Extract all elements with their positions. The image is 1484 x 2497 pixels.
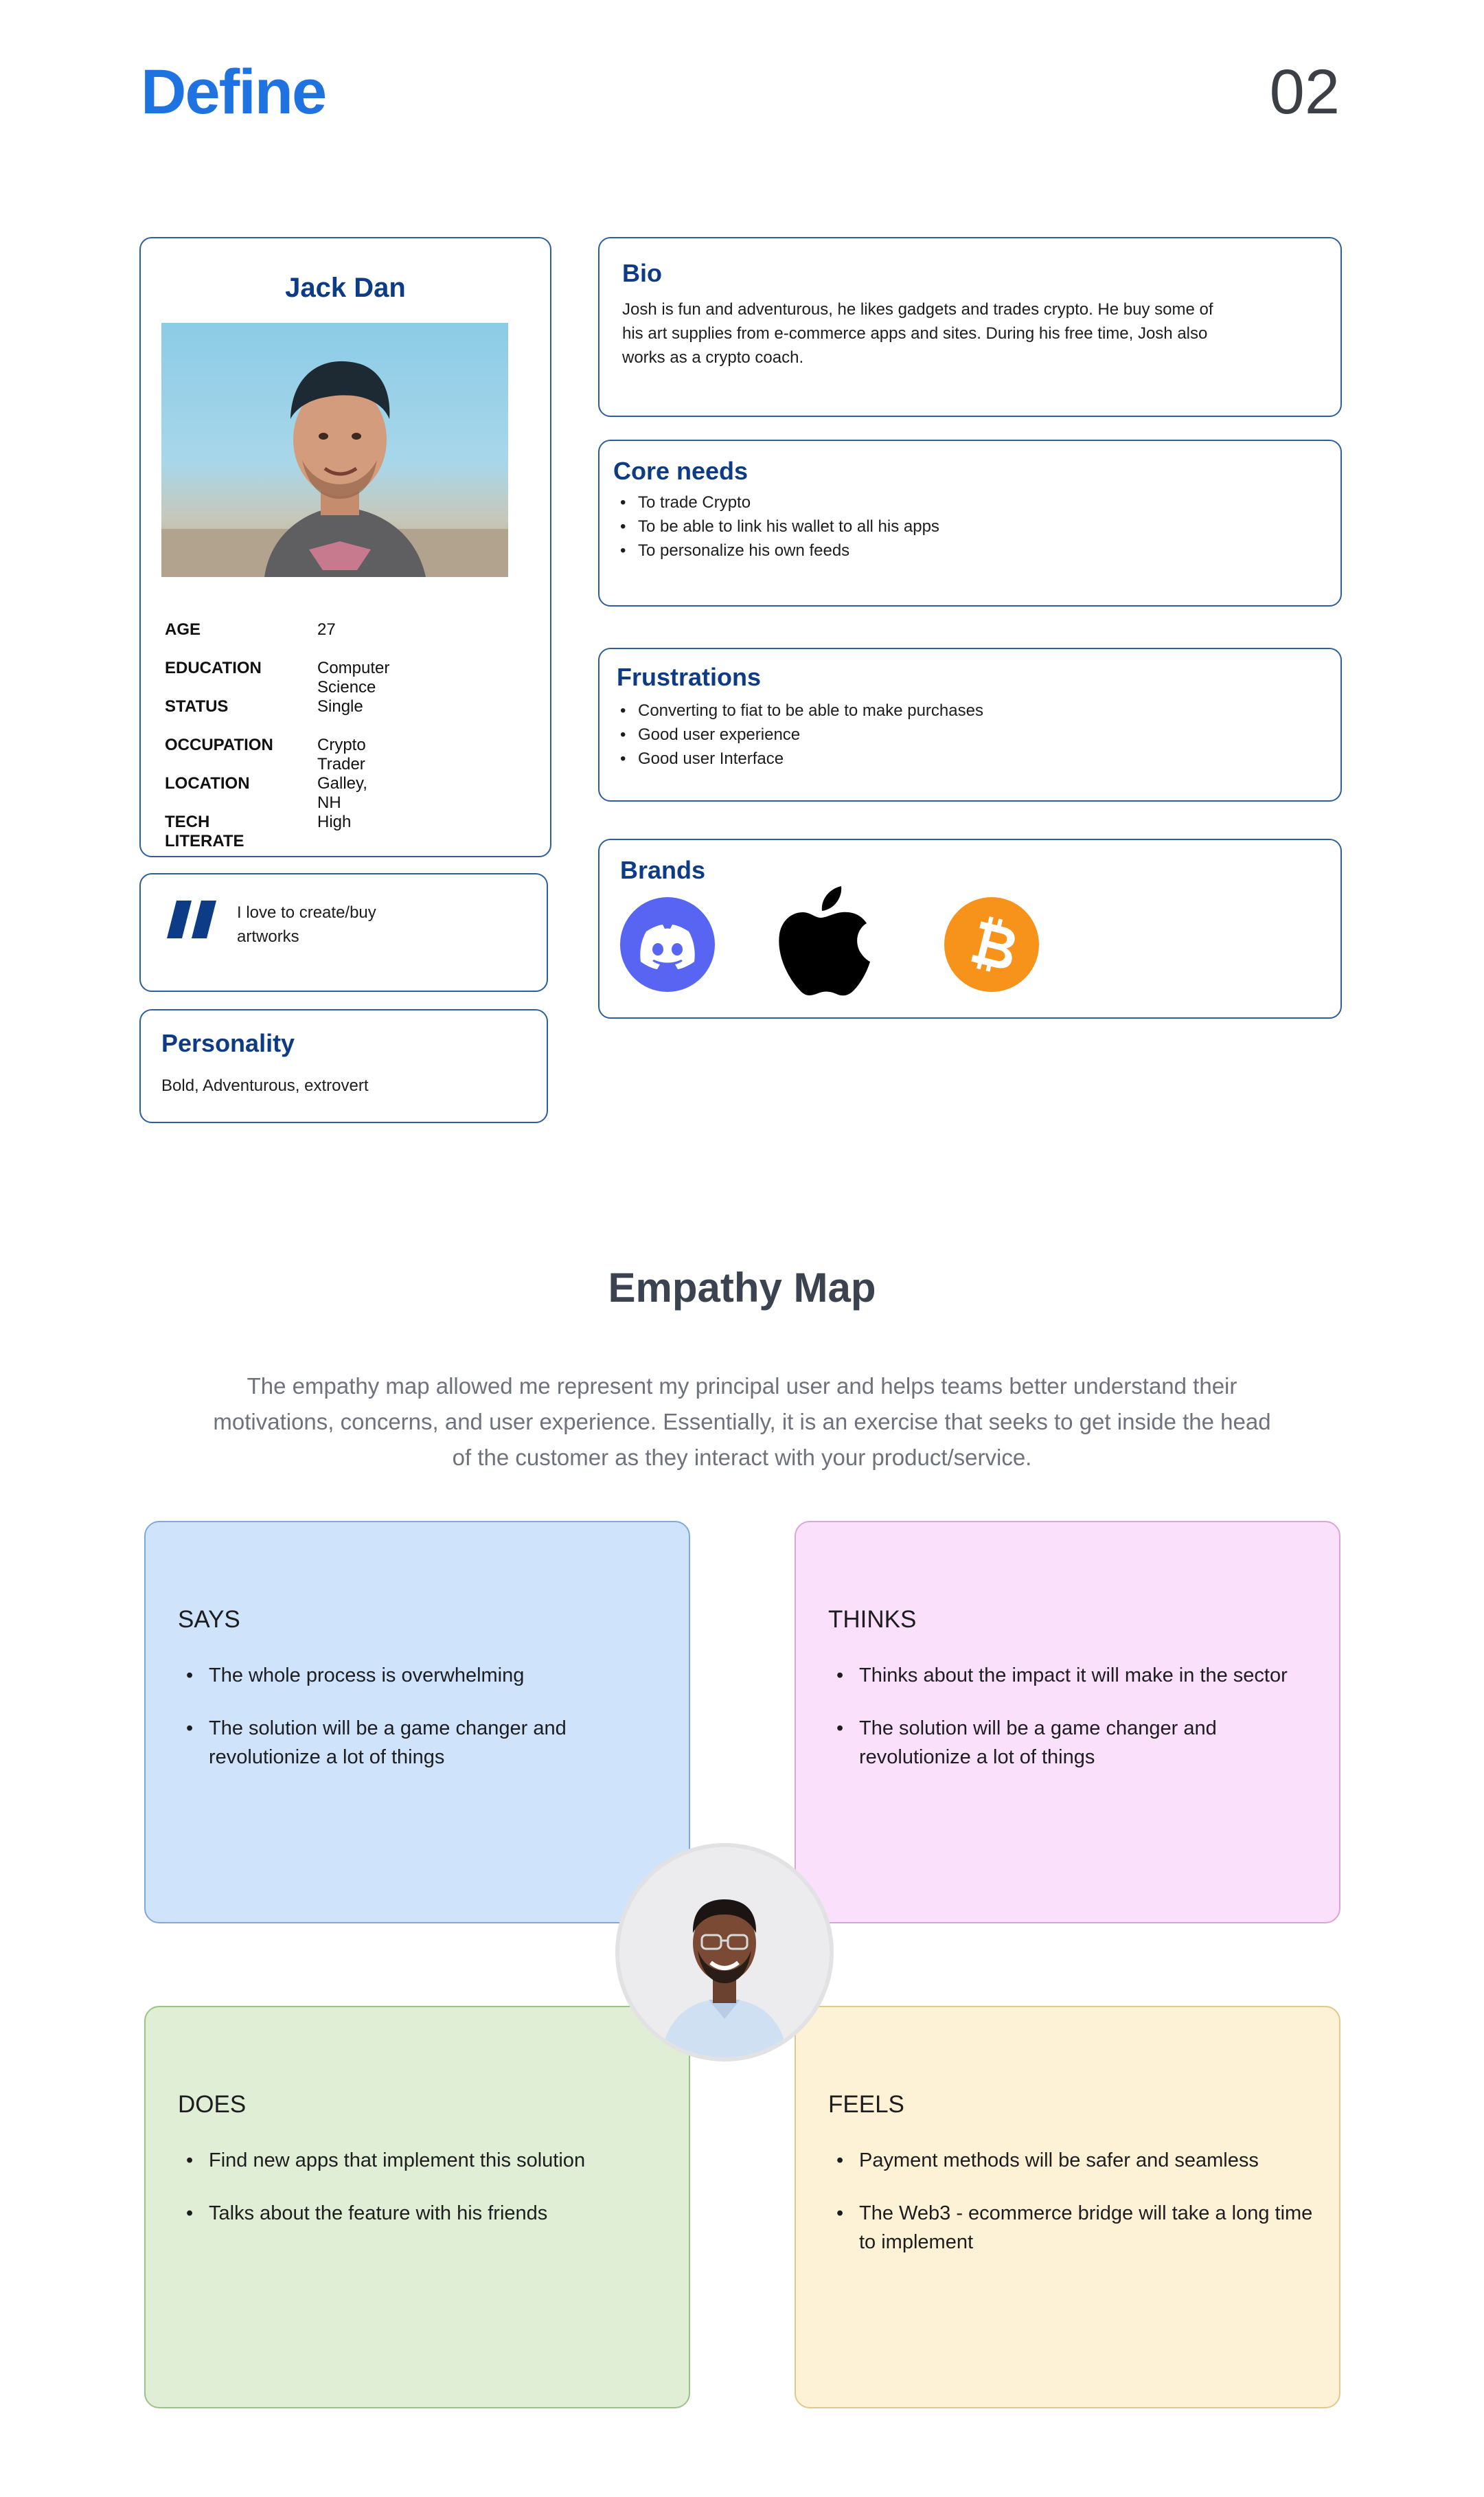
- bio-card: [598, 237, 1342, 417]
- quote-card: [139, 873, 548, 992]
- persona-photo-illustration: [161, 323, 508, 577]
- attr-label: TECH LITERATE: [165, 813, 244, 850]
- persona-profile-card: [139, 237, 551, 857]
- frustrations-title: Frustrations: [617, 663, 762, 691]
- empathy-says-quadrant: [144, 1521, 690, 1923]
- list-item: • To trade Crypto: [638, 490, 939, 515]
- says-list: [178, 1661, 683, 1796]
- user-avatar-illustration: [619, 1847, 830, 2057]
- frustrations-card: [598, 648, 1342, 802]
- empathy-map-title: Empathy Map: [608, 1265, 876, 1311]
- thinks-label: THINKS: [828, 1606, 917, 1633]
- list-item: • The solution will be a game changer and revolutionize a lot of things: [859, 1714, 1333, 1772]
- apple-icon: [771, 885, 871, 998]
- list-item: • Thinks about the impact it will make in the sector: [859, 1661, 1333, 1690]
- list-item: • The whole process is overwhelming: [209, 1661, 683, 1690]
- discord-icon: [620, 897, 715, 992]
- empathy-user-avatar: [615, 1843, 834, 2061]
- personality-text: Bold, Adventurous, extrovert: [161, 1076, 369, 1095]
- list-item: • To be able to link his wallet to all his apps: [638, 515, 939, 539]
- thinks-list: [828, 1661, 1333, 1796]
- bitcoin-icon: [944, 897, 1039, 992]
- core-needs-card: [598, 440, 1342, 607]
- quote-text: I love to create/buy artworks: [237, 903, 376, 946]
- does-label: DOES: [178, 2091, 247, 2118]
- empathy-feels-quadrant: [795, 2006, 1340, 2408]
- list-item: • To personalize his own feeds: [638, 539, 939, 563]
- brands-card: [598, 839, 1342, 1019]
- attr-value: Single: [317, 697, 363, 716]
- core-needs-list: [613, 490, 939, 563]
- attr-value: Computer Science: [317, 659, 390, 697]
- attr-value: Galley, NH: [317, 774, 367, 812]
- empathy-map-description: The empathy map allowed me represent my principal user and helps teams better understand their motivations, concerns, and user experience. Essentially, it is an exercise that seeks to get inside the head of the customer as they interact with your product/service.: [213, 1373, 1271, 1470]
- list-item: • The Web3 - ecommerce bridge will take a long time to implement: [859, 2199, 1333, 2257]
- list-item: • Good user Interface: [638, 747, 983, 771]
- persona-photo: [161, 323, 508, 577]
- list-item: • Talks about the feature with his friends: [209, 2199, 683, 2228]
- page-number: 02: [1269, 57, 1340, 127]
- list-item: • Payment methods will be safer and seamless: [859, 2146, 1333, 2175]
- brands-title: Brands: [620, 856, 706, 884]
- attr-value: High: [317, 813, 352, 831]
- page-title: Define: [141, 57, 326, 127]
- bio-title: Bio: [622, 259, 662, 287]
- attr-value: Crypto Trader: [317, 736, 366, 773]
- list-item: • Converting to fiat to be able to make purchases: [638, 699, 983, 723]
- empathy-thinks-quadrant: [795, 1521, 1340, 1923]
- feels-list: [828, 2146, 1333, 2281]
- attr-label: OCCUPATION: [165, 736, 273, 754]
- bio-text: Josh is fun and adventurous, he likes gadgets and trades crypto. He buy some of his art supplies from e-commerce apps and sites. During his free time, Josh also works as a crypto coach.: [622, 300, 1213, 367]
- attr-label: LOCATION: [165, 774, 250, 793]
- personality-title: Personality: [161, 1029, 295, 1057]
- feels-label: FEELS: [828, 2091, 904, 2118]
- attr-label: AGE: [165, 620, 201, 639]
- attr-label: STATUS: [165, 697, 229, 716]
- list-item: • The solution will be a game changer and revolutionize a lot of things: [209, 1714, 683, 1772]
- says-label: SAYS: [178, 1606, 240, 1633]
- core-needs-title: Core needs: [613, 457, 749, 485]
- persona-name: Jack Dan: [285, 273, 406, 303]
- quote-icon: [167, 901, 216, 938]
- list-item: • Find new apps that implement this solution: [209, 2146, 683, 2175]
- frustrations-list: [613, 699, 983, 771]
- empathy-does-quadrant: [144, 2006, 690, 2408]
- list-item: • Good user experience: [638, 723, 983, 747]
- attr-label: EDUCATION: [165, 659, 262, 677]
- personality-card: [139, 1009, 548, 1123]
- does-list: [178, 2146, 683, 2252]
- attr-value: 27: [317, 620, 336, 639]
